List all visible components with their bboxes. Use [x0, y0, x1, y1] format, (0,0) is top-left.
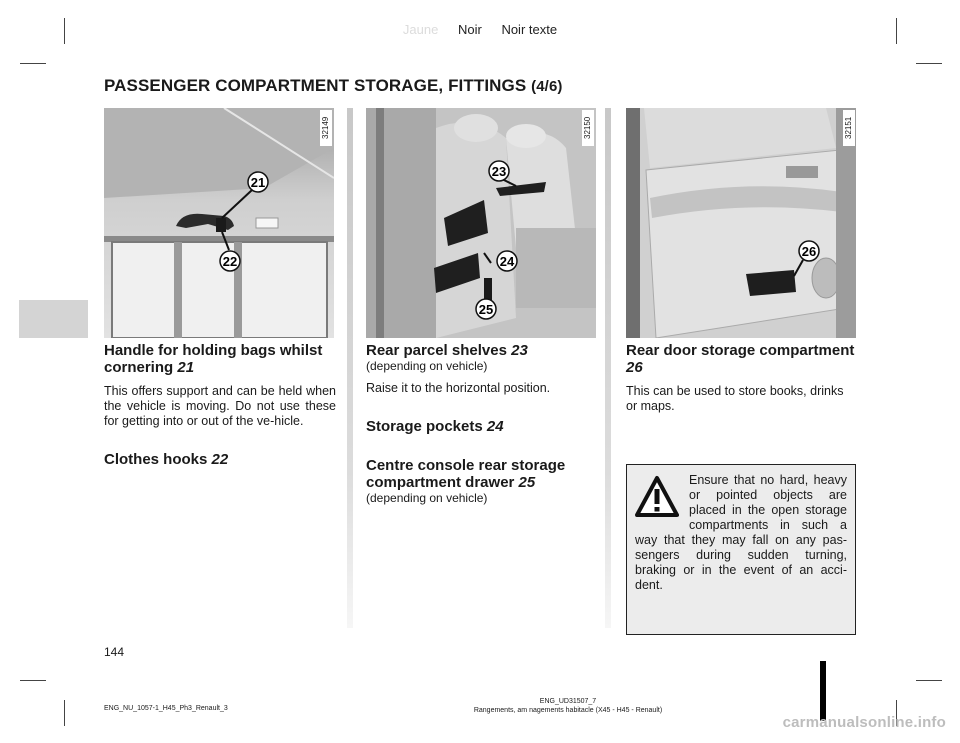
photo-ref-code: 32151 — [843, 110, 855, 146]
page-title — [104, 76, 562, 96]
heading-door-storage: Rear door storage compartment 26 — [626, 342, 855, 376]
print-color-black-text: Noir texte — [501, 22, 558, 37]
paragraph-door-storage: This can be used to store books, drinks or maps. — [626, 384, 844, 413]
crop-mark — [64, 700, 65, 726]
page-number: 144 — [104, 645, 125, 659]
page-title-part: (4/6) — [531, 78, 563, 95]
print-color-yellow: Jaune — [402, 22, 439, 37]
crop-mark — [20, 63, 46, 64]
print-color-labels — [0, 22, 960, 37]
footer-mid — [400, 697, 736, 715]
column-divider — [605, 108, 611, 628]
watermark: carmanualsonline.info — [782, 714, 946, 731]
warning-box — [626, 464, 856, 635]
crop-mark — [916, 63, 942, 64]
heading-handle: Handle for holding bags whilst cornering 21 — [104, 342, 323, 376]
photo-roof-handle — [104, 108, 334, 338]
crop-mark — [916, 680, 942, 681]
note-parcel-shelves: (depending on vehicle) — [366, 359, 488, 373]
footer-mid-line1: ENG_UD31507_7 — [539, 698, 597, 705]
photo-rear-door — [626, 108, 856, 338]
print-color-black: Noir — [457, 22, 482, 37]
page-title-main: PASSENGER COMPARTMENT STORAGE, FITTINGS — [104, 76, 527, 95]
photo-rear-seats — [366, 108, 596, 338]
column-handle — [104, 342, 336, 468]
column-divider — [347, 108, 353, 628]
heading-parcel-shelves: Rear parcel shelves 23 — [366, 342, 528, 359]
column-rear-seats — [366, 342, 598, 505]
footer-mid-line2: Rangements, am nagements habitacle (X45 - H45 - Renault) — [473, 707, 663, 714]
photo-ref-code: 32149 — [320, 110, 332, 146]
column-rear-door — [626, 342, 858, 414]
paragraph-parcel-shelves: Raise it to the horizontal position. — [366, 381, 551, 395]
heading-console-drawer: Centre console rear storage compartment drawer 25 — [366, 457, 566, 491]
heading-clothes-hooks: Clothes hooks 22 — [104, 451, 229, 468]
note-console-drawer: (depending on vehicle) — [366, 491, 488, 505]
callout-24-label: 24 — [499, 254, 515, 269]
callout-23-label: 23 — [491, 164, 507, 179]
heading-storage-pockets: Storage pockets 24 — [366, 418, 504, 435]
callout-25-label: 25 — [478, 302, 494, 317]
warning-triangle-icon — [635, 475, 679, 519]
callout-21-label: 21 — [250, 175, 266, 190]
footer-left-code: ENG_NU_1057-1_H45_Ph3_Renault_3 — [104, 705, 228, 712]
crop-mark — [20, 680, 46, 681]
paragraph-handle: This offers support and can be held when the vehicle is moving. Do not use these for getting into or out of the ve-hicle. — [104, 384, 336, 428]
photo-ref-code: 32150 — [582, 110, 594, 146]
warning-text: Ensure that no hard, heavy or pointed objects are placed in the open storage compartments in such a way that they may fall on any pas-sengers during sudden turning, braking or in the event of an acci-dent. — [635, 473, 847, 592]
thumb-index-bar — [820, 661, 826, 721]
callout-26-label: 26 — [801, 244, 817, 259]
chapter-tab — [19, 300, 88, 338]
callout-22-label: 22 — [222, 254, 238, 269]
